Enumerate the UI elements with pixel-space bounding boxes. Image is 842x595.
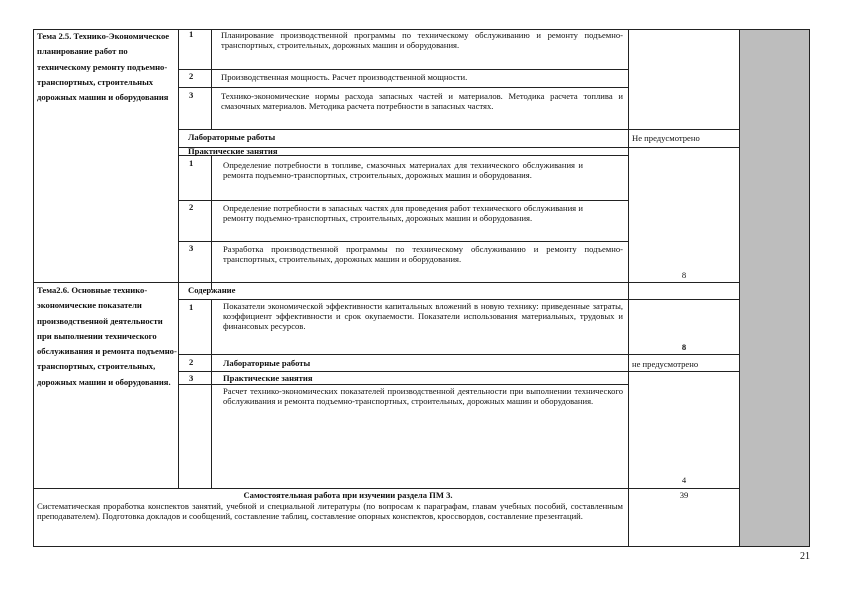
practice-text: Определение потребности в топливе, смазочных материалах для технического обслуживания и ремонта подъемно-транспортных, строительных, дорожных машин и оборудования. [223, 160, 583, 181]
practice-number: 1 [189, 158, 194, 168]
lab-label: Лабораторные работы [188, 132, 276, 142]
practice-hours: 4 [681, 475, 687, 485]
practice-number: 2 [189, 202, 194, 212]
item-number: 3 [189, 373, 194, 383]
practice-label: Практические занятия [188, 146, 278, 156]
item-text: Лабораторные работы [223, 358, 311, 368]
lab-value: Не предусмотрено [632, 133, 700, 143]
independent-hours: 39 [679, 490, 689, 500]
item-text: Технико-экономические нормы расхода запасных частей и материалов. Методика расчета топлива и смазочных материалов. Методика расчета потребности в запасных частях. [221, 91, 623, 112]
practice-text: Определение потребности в запасных частях для проведения работ технического обслуживания и ремонту подъемно-транспортных, строительных, дорожных машин и оборудования. [223, 203, 583, 224]
topic-2-5-title: Тема 2.5. Технико-Экономическое планирование работ по техническому ремонту подъемно-транспортных, строительных дорожных машин и оборудования [37, 31, 170, 103]
content-label: Содержание [188, 285, 236, 295]
practice-hours: 8 [681, 270, 687, 280]
practice-text: Расчет технико-экономических показателей производственной деятельности при выполнении технического обслуживания и ремонта подъемно-транспортных, строительных, дорожных машин и оборудования. [223, 386, 623, 407]
independent-text: Систематическая проработка конспектов занятий, учебной и специальной литературы (по вопросам к параграфам, главам учебных пособий, составленным преподавателем). Подготовка докладов и сообщений, составление таблиц, составление опорных конспектов, кроссвордов, составление презентаций. [37, 501, 623, 522]
topic-2-6-title: Тема2.6. Основные технико-экономические показатели производственной деятельности при выполнении технического обслуживания и ремонта подъемно-транспортных, строительных, дорожных машин и оборудования. [37, 285, 177, 387]
practice-number: 3 [189, 243, 194, 253]
item-text: Производственная мощность. Расчет производственной мощности. [221, 72, 468, 82]
item-text: Практические занятия [223, 373, 313, 383]
item-number: 1 [189, 29, 194, 39]
item-text: Планирование производственной программы по техническому обслуживанию и ремонту подъемно- транспортных, строительных, дорожных машин и оборудования. [221, 30, 623, 51]
curriculum-table [33, 29, 810, 547]
item-hours: не предусмотрено [632, 359, 699, 369]
item-number: 2 [189, 71, 194, 81]
practice-text: Разработка производственной программы по техническому обслуживанию и ремонту подъемно-транспортных, строительных, дорожных машин и оборудования. [223, 244, 623, 265]
item-number: 1 [189, 302, 194, 312]
item-text: Показатели экономической эффективности капитальных вложений в новую технику: приведенные затраты, коэффициент эффективности и срок окупаемости. Показатели использования материальных, трудовых и финансовых ресурсов. [223, 301, 623, 332]
item-number: 3 [189, 90, 194, 100]
item-number: 2 [189, 357, 194, 367]
page-number: 21 [800, 551, 810, 562]
item-hours: 8 [681, 342, 687, 352]
independent-title: Самостоятельная работа при изучении раздела ПМ 3. [243, 490, 453, 500]
shaded-column [739, 29, 810, 547]
